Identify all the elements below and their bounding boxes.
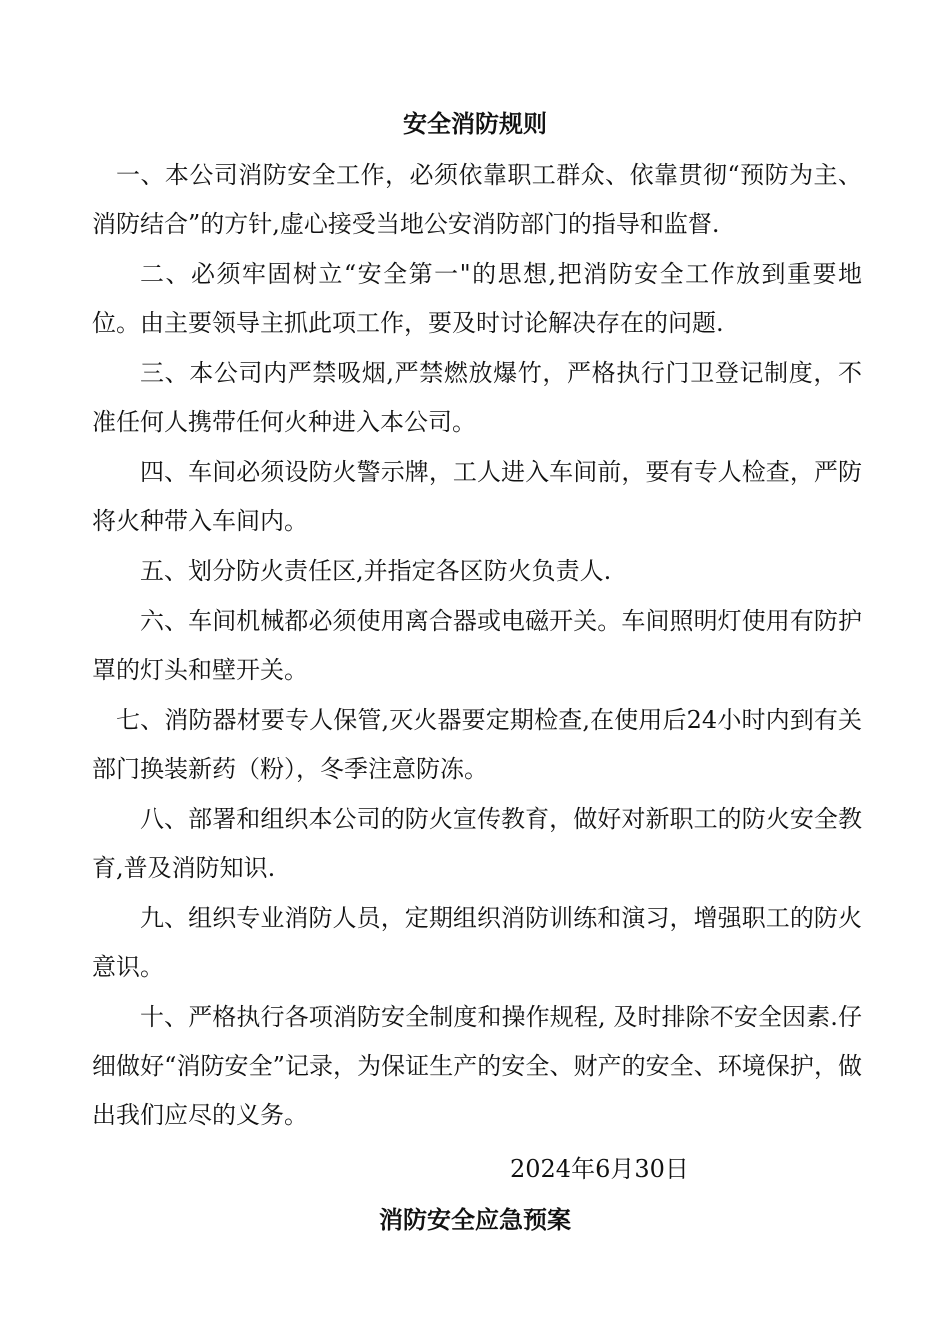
document-date: 2024年6月30日 [510,1155,689,1183]
paragraph-10: 十、严格执行各项消防安全制度和操作规程, 及时排除不安全因素.仔细做好“消防安全”记录，为保证生产的安全、财产的安全、环境保护，做出我们应尽的义务。 [92,1003,862,1129]
paragraph-2: 二、必须牢固树立“安全第一"的思想,把消防安全工作放到重要地位。由主要领导主抓此项工作，要及时讨论解决存在的问题. [92,260,862,337]
paragraph-6: 六、车间机械都必须使用离合器或电磁开关。车间照明灯使用有防护罩的灯头和壁开关。 [92,607,862,684]
document-title: 安全消防规则 [403,109,547,138]
paragraph-4: 四、车间必须设防火警示牌，工人进入车间前，要有专人检查，严防将火种带入车间内。 [92,458,862,535]
paragraph-9: 九、组织专业消防人员，定期组织消防训练和演习，增强职工的防火意识。 [92,904,862,981]
paragraph-1: 一、本公司消防安全工作，必须依靠职工群众、依靠贯彻“预防为主、消防结合”的方针,虚心接受当地公安消防部门的指导和监督. [92,161,862,238]
paragraph-8: 八、部署和组织本公司的防火宣传教育，做好对新职工的防火安全教育,普及消防知识. [92,805,862,882]
paragraph-7: 七、消防器材要专人保管,灭火器要定期检查,在使用后24小时内到有关部门换装新药（粉），冬季注意防冻。 [92,706,862,783]
paragraph-5: 五、划分防火责任区,并指定各区防火负责人. [140,557,612,585]
section-title: 消防安全应急预案 [379,1205,571,1234]
paragraph-3: 三、本公司内严禁吸烟,严禁燃放爆竹，严格执行门卫登记制度，不准任何人携带任何火种进入本公司。 [92,359,862,436]
